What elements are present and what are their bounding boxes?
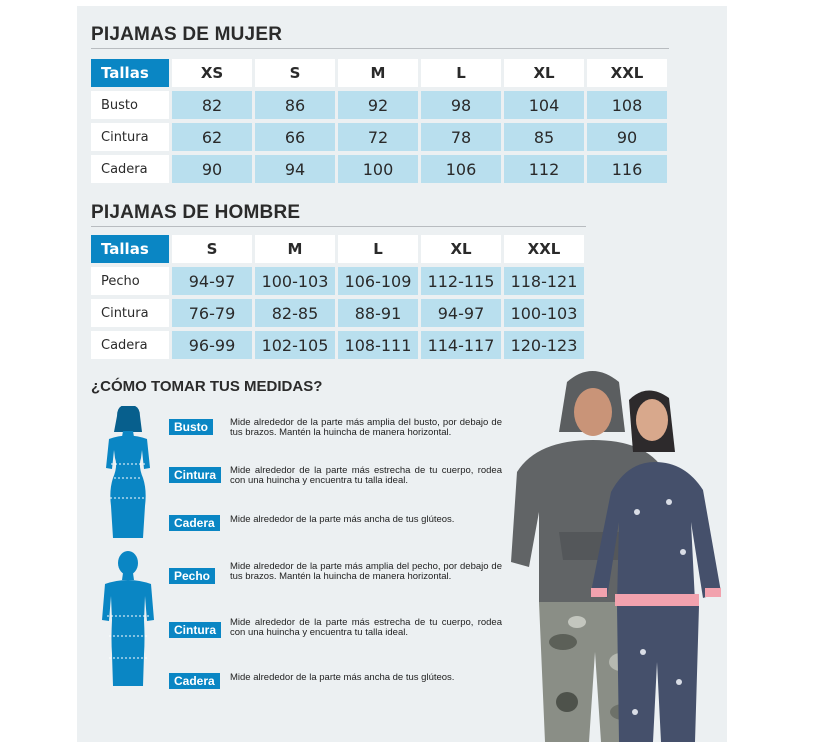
women-cell: 104 bbox=[504, 91, 584, 119]
men-cell: 100-103 bbox=[255, 267, 335, 295]
howto-tag-cintura-men: Cintura bbox=[169, 622, 221, 638]
women-cell: 90 bbox=[587, 123, 667, 151]
men-cell: 94-97 bbox=[172, 267, 252, 295]
men-cell: 112-115 bbox=[421, 267, 501, 295]
men-size-header: M bbox=[255, 235, 335, 263]
women-size-header: M bbox=[338, 59, 418, 87]
women-row-cintura bbox=[91, 123, 667, 151]
men-cell: 76-79 bbox=[172, 299, 252, 327]
howto-desc-busto: Mide alrededor de la parte más amplia del busto, por debajo de tus brazos. Mantén la huincha de manera horizontal. bbox=[230, 417, 502, 438]
men-cell: 100-103 bbox=[504, 299, 584, 327]
men-cell: 102-105 bbox=[255, 331, 335, 359]
howto-desc-cadera-men: Mide alrededor de la parte más ancha de tus glúteos. bbox=[230, 672, 455, 683]
howto-desc-pecho: Mide alrededor de la parte más amplia del pecho, por debajo de tus brazos. Mantén la huincha de manera horizontal. bbox=[230, 561, 502, 582]
women-size-header: XL bbox=[504, 59, 584, 87]
women-size-header: L bbox=[421, 59, 501, 87]
men-cell: 82-85 bbox=[255, 299, 335, 327]
women-section-title: PIJAMAS DE MUJER bbox=[91, 24, 283, 45]
women-row-busto bbox=[91, 91, 667, 119]
women-cell: 62 bbox=[172, 123, 252, 151]
women-row-cadera bbox=[91, 155, 667, 183]
men-tallas-label: Tallas bbox=[91, 235, 169, 263]
men-size-table bbox=[88, 231, 587, 363]
women-cell: 78 bbox=[421, 123, 501, 151]
howto-desc-cadera-women: Mide alrededor de la parte más ancha de tus glúteos. bbox=[230, 514, 455, 525]
men-row-pecho bbox=[91, 267, 584, 295]
men-size-header: S bbox=[172, 235, 252, 263]
male-silhouette-icon bbox=[97, 550, 159, 686]
women-cell: 86 bbox=[255, 91, 335, 119]
howto-tag-pecho: Pecho bbox=[169, 568, 215, 584]
women-row-label: Busto bbox=[91, 91, 169, 119]
men-row-label: Pecho bbox=[91, 267, 169, 295]
female-silhouette-icon bbox=[97, 406, 159, 538]
men-size-header: L bbox=[338, 235, 418, 263]
women-cell: 108 bbox=[587, 91, 667, 119]
men-cell: 96-99 bbox=[172, 331, 252, 359]
howto-tag-cadera-men: Cadera bbox=[169, 673, 220, 689]
men-section-title: PIJAMAS DE HOMBRE bbox=[91, 202, 301, 223]
men-row-label: Cadera bbox=[91, 331, 169, 359]
men-title-rule bbox=[91, 226, 586, 227]
men-cell: 114-117 bbox=[421, 331, 501, 359]
women-cell: 72 bbox=[338, 123, 418, 151]
women-size-header: S bbox=[255, 59, 335, 87]
women-cell: 90 bbox=[172, 155, 252, 183]
men-row-label: Cintura bbox=[91, 299, 169, 327]
howto-desc-cintura-women: Mide alrededor de la parte más estrecha de tu cuerpo, rodea con una huincha y encuentra tu talla ideal. bbox=[230, 465, 502, 486]
men-cell: 118-121 bbox=[504, 267, 584, 295]
women-size-table bbox=[88, 55, 670, 187]
women-cell: 92 bbox=[338, 91, 418, 119]
women-size-header: XXL bbox=[587, 59, 667, 87]
women-cell: 106 bbox=[421, 155, 501, 183]
men-cell: 94-97 bbox=[421, 299, 501, 327]
men-cell: 108-111 bbox=[338, 331, 418, 359]
women-size-header: XS bbox=[172, 59, 252, 87]
men-cell: 120-123 bbox=[504, 331, 584, 359]
women-cell: 85 bbox=[504, 123, 584, 151]
models-photo bbox=[497, 362, 727, 742]
women-cell: 112 bbox=[504, 155, 584, 183]
howto-title: ¿CÓMO TOMAR TUS MEDIDAS? bbox=[91, 378, 323, 395]
howto-tag-cadera-women: Cadera bbox=[169, 515, 220, 531]
women-cell: 82 bbox=[172, 91, 252, 119]
size-guide-panel bbox=[77, 6, 727, 742]
howto-tag-busto: Busto bbox=[169, 419, 213, 435]
women-cell: 66 bbox=[255, 123, 335, 151]
men-cell: 106-109 bbox=[338, 267, 418, 295]
howto-desc-cintura-men: Mide alrededor de la parte más estrecha de tu cuerpo, rodea con una huincha y encuentra tu talla ideal. bbox=[230, 617, 502, 638]
men-size-header: XXL bbox=[504, 235, 584, 263]
men-cell: 88-91 bbox=[338, 299, 418, 327]
women-title-rule bbox=[91, 48, 669, 49]
women-row-label: Cintura bbox=[91, 123, 169, 151]
women-cell: 94 bbox=[255, 155, 335, 183]
men-size-header: XL bbox=[421, 235, 501, 263]
women-cell: 98 bbox=[421, 91, 501, 119]
men-header-row bbox=[91, 235, 584, 263]
women-header-row bbox=[91, 59, 667, 87]
howto-tag-cintura-women: Cintura bbox=[169, 467, 221, 483]
women-row-label: Cadera bbox=[91, 155, 169, 183]
women-cell: 100 bbox=[338, 155, 418, 183]
women-cell: 116 bbox=[587, 155, 667, 183]
women-tallas-label: Tallas bbox=[91, 59, 169, 87]
men-row-cadera bbox=[91, 331, 584, 359]
men-row-cintura bbox=[91, 299, 584, 327]
